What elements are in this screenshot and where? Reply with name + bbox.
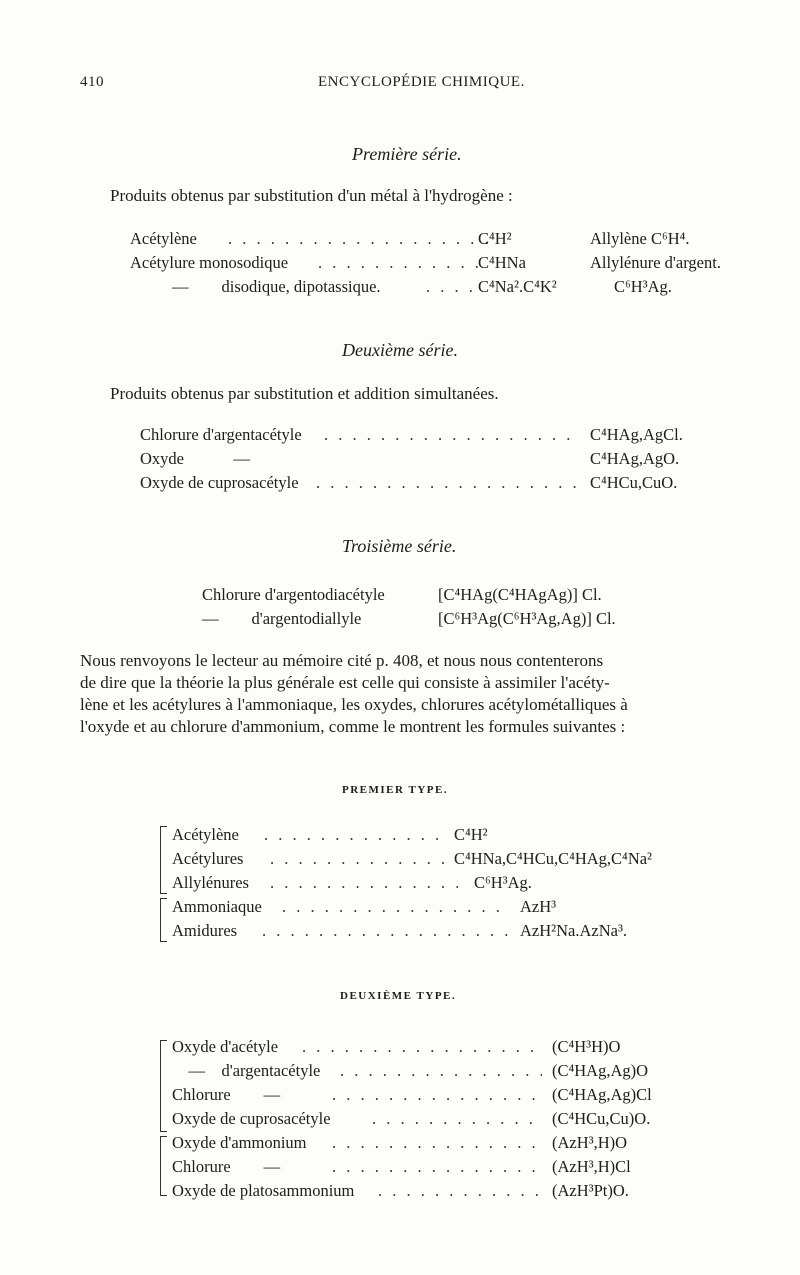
brace-icon — [160, 1136, 167, 1196]
serie1-row — [130, 228, 730, 250]
serie2-row — [140, 448, 700, 470]
row-formula: C⁴H² — [478, 229, 512, 248]
type1-row — [172, 920, 692, 942]
serie3-row — [202, 608, 722, 630]
paragraph-line: Nous renvoyons le lecteur au mémoire cité p. 408, et nous nous contenterons — [80, 651, 604, 670]
row-formula: [C⁴HAg(C⁴HAgAg)] Cl. — [438, 585, 602, 604]
type2-row — [172, 1180, 712, 1202]
row-formula: AzH²Na.AzNa³. — [520, 921, 628, 940]
dot-leader — [316, 472, 580, 494]
row-label: Oxyde de cuprosacétyle — [172, 1109, 331, 1128]
row-right: C⁶H³Ag. — [614, 277, 672, 296]
serie1-intro: Produits obtenus par substitution d'un métal à l'hydrogène : — [110, 186, 513, 205]
row-label: Acétylures — [172, 849, 244, 868]
row-label: Chlorure d'argentodiacétyle — [202, 585, 385, 604]
row-formula: (AzH³,H)O — [552, 1133, 628, 1152]
row-label: Acétylure monosodique — [130, 253, 289, 272]
row-label: Chlorure — — [172, 1085, 281, 1104]
row-label: Amidures — [172, 921, 238, 940]
row-formula: C⁴HAg,AgCl. — [590, 425, 683, 444]
serie1-title: Première série. — [352, 144, 462, 164]
brace-icon — [160, 898, 167, 942]
dot-leader — [264, 824, 444, 846]
dot-leader — [340, 1060, 542, 1082]
row-formula: C⁶H³Ag. — [474, 873, 532, 892]
type2-row — [172, 1084, 712, 1106]
dot-leader — [302, 1036, 542, 1058]
serie2-title: Deuxième série. — [342, 340, 458, 360]
serie2-intro: Produits obtenus par substitution et addition simultanées. — [110, 384, 499, 403]
dot-leader — [332, 1156, 542, 1178]
serie3-row — [202, 584, 722, 606]
row-formula: C⁴HNa — [478, 253, 526, 272]
serie1-row — [130, 252, 750, 274]
serie3-title: Troisième série. — [342, 536, 457, 556]
type1-row — [172, 896, 692, 918]
type2-row — [172, 1060, 712, 1082]
dot-leader — [270, 872, 458, 894]
row-label: Ammoniaque — [172, 897, 262, 916]
paragraph-line: de dire que la théorie la plus générale est celle qui consiste à assimiler l'acéty- — [80, 673, 610, 692]
serie1-row — [130, 276, 730, 298]
row-formula: (C⁴HAg,Ag)O — [552, 1061, 649, 1080]
type1-title: PREMIER TYPE. — [342, 784, 449, 796]
row-label: Oxyde — — [140, 449, 250, 468]
row-formula: AzH³ — [520, 897, 557, 916]
serie2-row — [140, 472, 700, 494]
row-label: Oxyde d'ammonium — [172, 1133, 307, 1152]
row-formula: (C⁴HAg,Ag)Cl — [552, 1085, 652, 1104]
type2-row — [172, 1036, 712, 1058]
row-label: Oxyde de platosammonium — [172, 1181, 355, 1200]
brace-icon — [160, 826, 167, 894]
paragraph-line: l'oxyde et au chlorure d'ammonium, comme le montrent les formules suivantes : — [80, 717, 626, 736]
dot-leader — [426, 276, 476, 298]
row-formula: C⁴Na².C⁴K² — [478, 277, 557, 296]
row-formula: [C⁶H³Ag(C⁶H³Ag,Ag)] Cl. — [438, 609, 616, 628]
dot-leader — [332, 1084, 542, 1106]
row-right: Allylène C⁶H⁴. — [590, 229, 690, 248]
paragraph-line: lène et les acétylures à l'ammoniaque, les oxydes, chlorures acétylométalliques à — [80, 695, 628, 714]
row-label: — d'argentodiallyle — [202, 609, 362, 628]
row-label: Chlorure d'argentacétyle — [140, 425, 302, 444]
body-paragraph — [80, 650, 730, 738]
row-label: Acétylène — [172, 825, 239, 844]
dot-leader — [270, 848, 444, 870]
row-formula: (C⁴H³H)O — [552, 1037, 621, 1056]
row-label: Oxyde de cuprosacétyle — [140, 473, 299, 492]
brace-icon — [160, 1040, 167, 1132]
type1-row — [172, 872, 692, 894]
serie2-row — [140, 424, 700, 446]
type2-row — [172, 1156, 712, 1178]
page-number: 410 — [80, 74, 104, 90]
row-label: Oxyde d'acétyle — [172, 1037, 279, 1056]
type2-row — [172, 1108, 712, 1130]
dot-leader — [228, 228, 488, 250]
row-formula: C⁴H² — [454, 825, 488, 844]
type1-row — [172, 824, 692, 846]
dot-leader — [378, 1180, 542, 1202]
type2-title: DEUXIÈME TYPE. — [340, 990, 457, 1002]
row-formula: (C⁴HCu,Cu)O. — [552, 1109, 651, 1128]
dot-leader — [324, 424, 580, 446]
dot-leader — [262, 920, 508, 942]
dot-leader — [318, 252, 478, 274]
row-right: Allylénure d'argent. — [590, 253, 721, 272]
row-formula: C⁴HAg,AgO. — [590, 449, 680, 468]
row-label: Chlorure — — [172, 1157, 281, 1176]
dot-leader — [332, 1132, 542, 1154]
dot-leader — [372, 1108, 542, 1130]
row-formula: (AzH³Pt)O. — [552, 1181, 629, 1200]
dot-leader — [282, 896, 508, 918]
row-label: Allylénures — [172, 873, 249, 892]
type1-row — [172, 848, 692, 870]
row-label: Acétylène — [130, 229, 197, 248]
type2-row — [172, 1132, 712, 1154]
row-label: — disodique, dipotassique. — [172, 277, 381, 296]
row-formula: C⁴HCu,CuO. — [590, 473, 678, 492]
running-title: ENCYCLOPÉDIE CHIMIQUE. — [318, 74, 525, 90]
row-formula: (AzH³,H)Cl — [552, 1157, 631, 1176]
row-formula: C⁴HNa,C⁴HCu,C⁴HAg,C⁴Na² — [454, 849, 652, 868]
row-label: — d'argentacétyle — [172, 1061, 321, 1080]
